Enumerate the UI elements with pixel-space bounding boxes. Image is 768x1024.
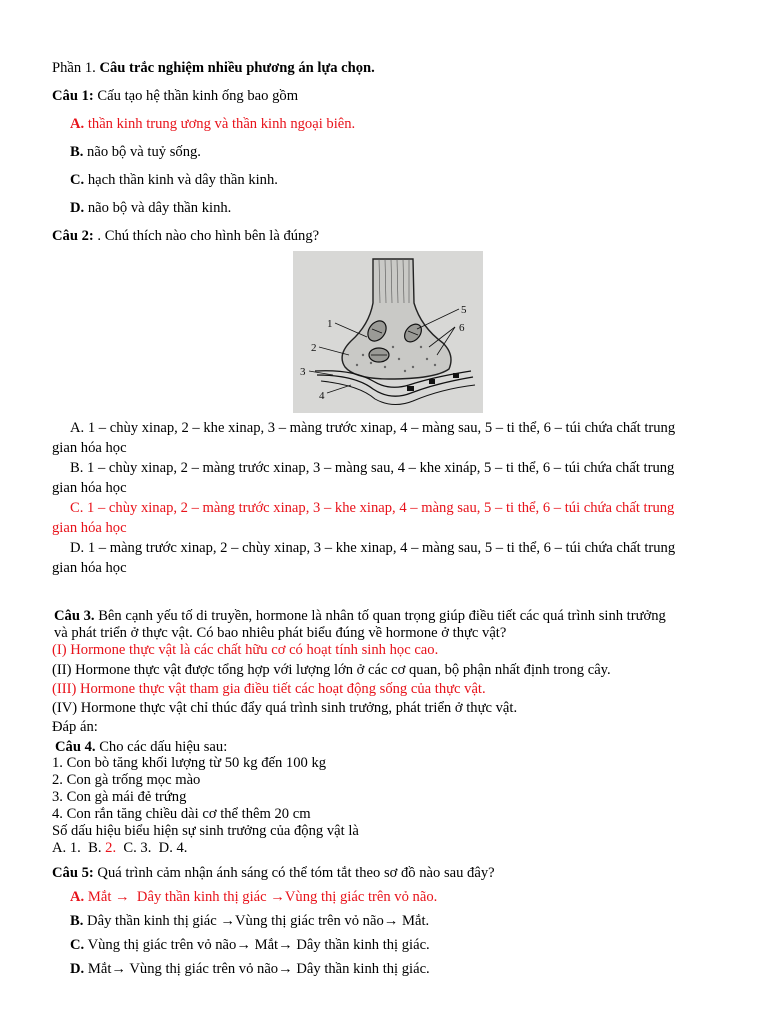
figure-label-5: 5 <box>461 304 467 316</box>
q5-option-b: B. Dây thần kinh thị giác →Vùng thị giác trên vỏ não→ Mắt. <box>70 913 430 929</box>
q2-option-c-line2: gian hóa học <box>52 520 127 536</box>
q1-option-b: B. não bộ và tuỷ sống. <box>70 144 201 160</box>
q2-option-d-line2: gian hóa học <box>52 560 127 576</box>
q1-option-a: A. thần kinh trung ương và thần kinh ngoại biên. <box>70 116 356 132</box>
figure-label-2: 2 <box>311 342 317 354</box>
q2-option-b-line2: gian hóa học <box>52 480 127 496</box>
part-heading: Phần 1. Câu trắc nghiệm nhiều phương án lựa chọn. <box>52 60 375 76</box>
q3-stem-line1: Câu 3. Bên cạnh yếu tố di truyền, hormone là nhân tố quan trọng giúp điều tiết các quá trình sinh trưởng <box>54 608 666 624</box>
figure-label-3: 3 <box>300 366 306 378</box>
q2-option-a-line1: A. 1 – chùy xinap, 2 – khe xinap, 3 – màng trước xinap, 4 – màng sau, 5 – ti thể, 6 – túi chứa chất trung <box>70 420 676 436</box>
q5-stem: Câu 5: Quá trình cảm nhận ánh sáng có thể tóm tắt theo sơ đồ nào sau đây? <box>52 865 495 881</box>
q5-option-d: D. Mắt→ Vùng thị giác trên vỏ não→ Dây thần kinh thị giác. <box>70 961 430 977</box>
q4-item-3: 3. Con gà mái đẻ trứng <box>52 789 187 805</box>
q2-option-a-line2: gian hóa học <box>52 440 127 456</box>
q1-stem: Câu 1: Cấu tạo hệ thần kinh ống bao gồm <box>52 88 299 104</box>
q1-option-c: C. hạch thần kinh và dây thần kinh. <box>70 172 278 188</box>
q3-statement-2: (II) Hormone thực vật được tổng hợp với lượng lớn ở các cơ quan, bộ phận nhất định trong cây. <box>52 662 611 678</box>
figure-label-1: 1 <box>327 318 333 330</box>
q2-stem: Câu 2: . Chú thích nào cho hình bên là đúng? <box>52 228 320 244</box>
q5-option-c: C. Vùng thị giác trên vỏ não→ Mắt→ Dây thần kinh thị giác. <box>70 937 430 953</box>
q4-item-2: 2. Con gà trống mọc mào <box>52 772 201 788</box>
q1-option-d: D. não bộ và dây thần kinh. <box>70 200 232 216</box>
q4-item-4: 4. Con rắn tăng chiều dài cơ thể thêm 20 cm <box>52 806 311 822</box>
q4-options: A. 1. B. 2. C. 3. D. 4. <box>52 840 188 856</box>
synapse-figure <box>293 251 483 413</box>
q2-option-b-line1: B. 1 – chùy xinap, 2 – màng trước xinap, 3 – màng sau, 4 – khe xináp, 5 – ti thể, 6 – túi chứa chất trung <box>70 460 675 476</box>
q3-statement-3: (III) Hormone thực vật tham gia điều tiết các hoạt động sống của thực vật. <box>52 681 486 697</box>
q3-answer-label: Đáp án: <box>52 719 98 735</box>
figure-label-4: 4 <box>319 390 325 402</box>
q5-option-a: A. Mắt → Dây thần kinh thị giác →Vùng thị giác trên vỏ não. <box>70 889 438 905</box>
q4-question: Số dấu hiệu biểu hiện sự sinh trưởng của động vật là <box>52 823 359 839</box>
q4-stem: Câu 4. Cho các dấu hiệu sau: <box>55 739 228 755</box>
figure-label-6: 6 <box>459 322 465 334</box>
q3-statement-4: (IV) Hormone thực vật chỉ thúc đẩy quá trình sinh trưởng, phát triển ở thực vật. <box>52 700 518 716</box>
q3-stem-line2: và phát triển ở thực vật. Có bao nhiêu phát biểu đúng về hormone ở thực vật? <box>54 625 507 641</box>
q2-option-c-line1: C. 1 – chùy xinap, 2 – màng trước xinap, 3 – khe xinap, 4 – màng sau, 5 – ti thể, 6 – túi chứa chất trung <box>70 500 675 516</box>
synapse-diagram <box>293 251 483 413</box>
q4-item-1: 1. Con bò tăng khối lượng từ 50 kg đến 100 kg <box>52 755 327 771</box>
q2-option-d-line1: D. 1 – màng trước xinap, 2 – chùy xinap, 3 – khe xinap, 4 – màng sau, 5 – ti thể, 6 – túi chứa chất trung <box>70 540 676 556</box>
q3-statement-1: (I) Hormone thực vật là các chất hữu cơ có hoạt tính sinh học cao. <box>52 642 439 658</box>
